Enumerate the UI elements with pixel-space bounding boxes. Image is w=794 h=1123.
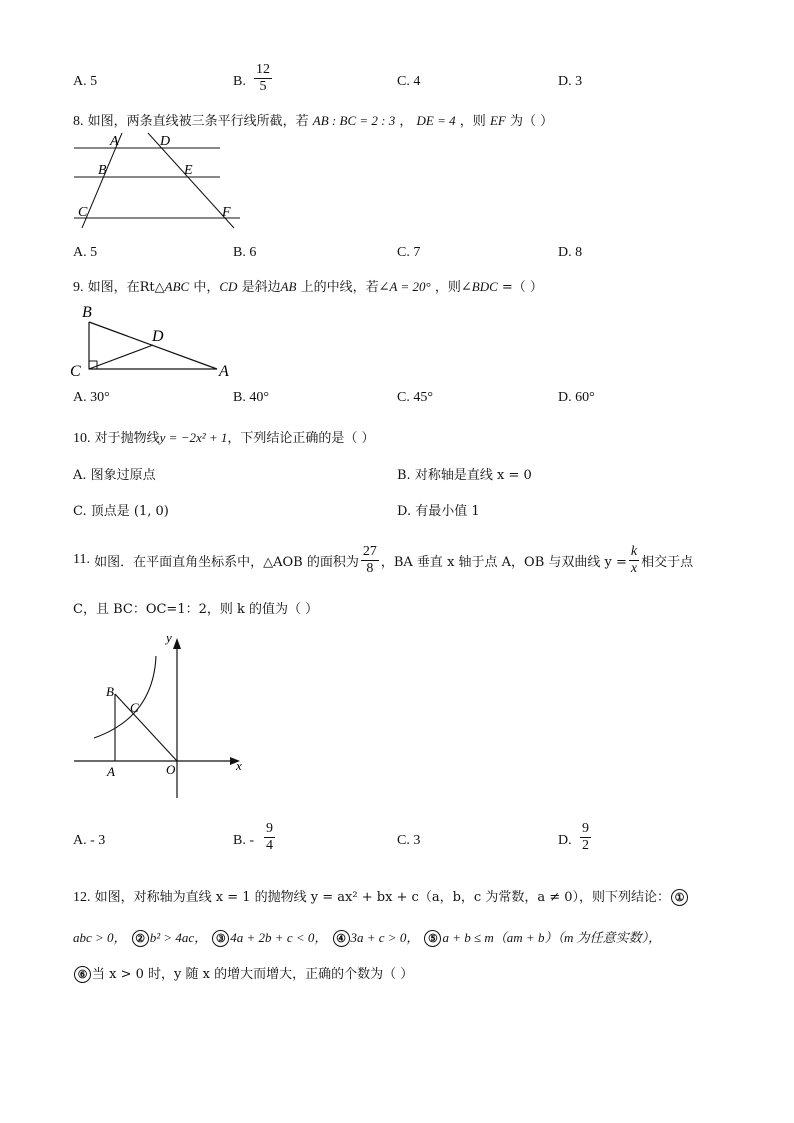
fraction-numerator: 9 bbox=[582, 821, 589, 836]
q10-option-a: A. 图象过原点 bbox=[73, 468, 156, 483]
q8-stem bbox=[73, 110, 553, 130]
hyperbola-curve bbox=[94, 656, 156, 738]
circled-number-6: ⑥ bbox=[74, 966, 91, 983]
q7-option-a: A. 5 bbox=[73, 74, 98, 89]
statement-1: abc > 0， bbox=[73, 930, 127, 945]
q10-option-d: D. 有最小值 1 bbox=[397, 504, 480, 519]
question-number: 8. bbox=[73, 114, 84, 129]
math-ef: EF bbox=[489, 113, 506, 128]
circled-number-5: ⑤ bbox=[424, 930, 441, 947]
stem-text: ，BA 垂直 x 轴于点 A，OB 与双曲线 y = bbox=[380, 554, 627, 570]
statement-2: b² > 4ac， bbox=[149, 930, 208, 945]
statement-3: 4a + 2b + c < 0， bbox=[230, 930, 328, 945]
fraction-denominator: 5 bbox=[259, 79, 267, 94]
label-b: B bbox=[82, 304, 92, 321]
q11-option-b-fraction bbox=[264, 821, 275, 854]
fraction-denominator: x bbox=[630, 560, 638, 576]
stem-text: 如图，在Rt△ bbox=[87, 280, 165, 295]
fraction-denominator: 4 bbox=[266, 838, 273, 853]
question-number: 12. bbox=[73, 890, 91, 905]
stem-text: 对于抛物线 bbox=[94, 431, 160, 446]
q11-option-d-label: D. bbox=[558, 833, 572, 848]
label-c: C bbox=[78, 205, 88, 220]
math-angle: A = 20° bbox=[389, 279, 431, 294]
math-ratio: AB : BC = 2 : 3 bbox=[312, 113, 396, 128]
q7-option-c: C. 4 bbox=[397, 74, 421, 89]
q12-stem-line3 bbox=[73, 963, 413, 983]
math-cd: CD bbox=[219, 279, 238, 294]
q8-option-a: A. 5 bbox=[73, 245, 98, 260]
fraction-denominator: 2 bbox=[582, 838, 589, 853]
label-a: A bbox=[110, 134, 119, 149]
q11-option-c: C. 3 bbox=[397, 833, 421, 848]
median-cd bbox=[89, 345, 153, 369]
question-number: 9. bbox=[73, 280, 84, 295]
q11-stem-line2: C，且 BC：OC=1：2，则 k 的值为（ ） bbox=[73, 602, 319, 617]
label-d: D bbox=[152, 328, 164, 345]
stem-text: 为（ ） bbox=[509, 114, 554, 129]
stem-text: 如图，对称轴为直线 x = 1 的抛物线 y = ax² + bx + c（a，b，c 为常数，a ≠ 0），则下列结论： bbox=[94, 890, 671, 905]
fraction-numerator: 9 bbox=[266, 821, 273, 836]
math-equation: y = −2x² + 1 bbox=[159, 430, 228, 445]
q7-option-b-label: B. bbox=[233, 74, 246, 89]
stem-text: 如图，两条直线被三条平行线所截，若 bbox=[87, 114, 309, 129]
area-fraction bbox=[361, 544, 379, 577]
label-b: B bbox=[106, 684, 114, 699]
stem-text: 中， bbox=[193, 280, 220, 295]
label-f: F bbox=[222, 205, 231, 220]
q12-stem-line2 bbox=[73, 927, 661, 947]
label-b: B bbox=[98, 163, 107, 178]
q10-option-c: C. 顶点是 (1, 0) bbox=[73, 504, 169, 519]
label-e: E bbox=[184, 163, 193, 178]
question-number: 10. bbox=[73, 431, 91, 446]
q9-option-c: C. 45° bbox=[397, 390, 433, 405]
q9-option-a: A. 30° bbox=[73, 390, 110, 405]
label-c: C bbox=[130, 700, 139, 715]
q11-stem-line1 bbox=[73, 538, 693, 582]
fraction-numerator: 27 bbox=[362, 543, 377, 559]
circled-number-2: ② bbox=[132, 930, 149, 947]
label-x: x bbox=[236, 758, 242, 773]
statement-5: a + b ≤ m（am + b）（m 为任意实数）， bbox=[442, 930, 662, 945]
label-y: y bbox=[166, 630, 172, 645]
math-abc: ABC bbox=[164, 279, 190, 294]
q11-option-b-label: B. - bbox=[233, 833, 254, 848]
stem-text: 如图．在平面直角坐标系中，△AOB 的面积为 bbox=[94, 554, 359, 570]
q9-option-b: B. 40° bbox=[233, 390, 269, 405]
q11-option-a: A. - 3 bbox=[73, 833, 106, 848]
stem-text: ，则∠ bbox=[434, 280, 472, 295]
q11-option-d-fraction bbox=[580, 821, 591, 854]
q7-option-d: D. 3 bbox=[558, 74, 583, 89]
q9-option-d: D. 60° bbox=[558, 390, 595, 405]
statement-6: 当 x > 0 时，y 随 x 的增大而增大，正确的个数为（ ） bbox=[92, 967, 414, 982]
q8-option-b: B. 6 bbox=[233, 245, 257, 260]
label-a: A bbox=[219, 363, 229, 380]
stem-text: ， bbox=[399, 114, 413, 129]
math-bdc: BDC bbox=[471, 279, 498, 294]
hyperbola-fraction bbox=[629, 544, 639, 577]
q9-stem bbox=[73, 276, 543, 296]
math-de: DE = 4 bbox=[416, 113, 456, 128]
label-d: D bbox=[160, 134, 171, 149]
q12-stem-line1 bbox=[73, 886, 689, 906]
q8-option-c: C. 7 bbox=[397, 245, 421, 260]
label-c: C bbox=[70, 363, 81, 380]
stem-text: ，下列结论正确的是（ ） bbox=[227, 431, 375, 446]
statement-4: 3a + c > 0， bbox=[350, 930, 420, 945]
label-a: A bbox=[107, 764, 115, 779]
circled-number-4: ④ bbox=[333, 930, 350, 947]
fraction-numerator: k bbox=[630, 543, 638, 559]
fraction-numerator: 12 bbox=[256, 62, 270, 77]
circled-number-3: ③ bbox=[212, 930, 229, 947]
fraction-denominator: 8 bbox=[366, 560, 374, 576]
q8-option-d: D. 8 bbox=[558, 245, 583, 260]
stem-text: =（ ） bbox=[501, 280, 543, 295]
label-o: O bbox=[166, 762, 176, 777]
stem-text: 是斜边 bbox=[241, 280, 281, 295]
y-axis-arrow bbox=[173, 638, 181, 649]
q10-option-b: B. 对称轴是直线 x = 0 bbox=[397, 468, 532, 483]
question-number: 11. bbox=[73, 552, 90, 567]
q11-figure bbox=[70, 630, 260, 802]
math-ab: AB bbox=[280, 279, 297, 294]
q8-figure bbox=[70, 130, 250, 230]
stem-text: 相交于点 bbox=[641, 554, 694, 570]
segment-bo bbox=[115, 694, 177, 761]
stem-text: 上的中线，若∠ bbox=[300, 280, 390, 295]
q9-figure bbox=[68, 298, 248, 380]
q10-stem bbox=[73, 427, 375, 447]
stem-text: ，则 bbox=[459, 114, 486, 129]
q7-option-b-fraction bbox=[254, 62, 272, 95]
circled-number-1: ① bbox=[671, 889, 688, 906]
